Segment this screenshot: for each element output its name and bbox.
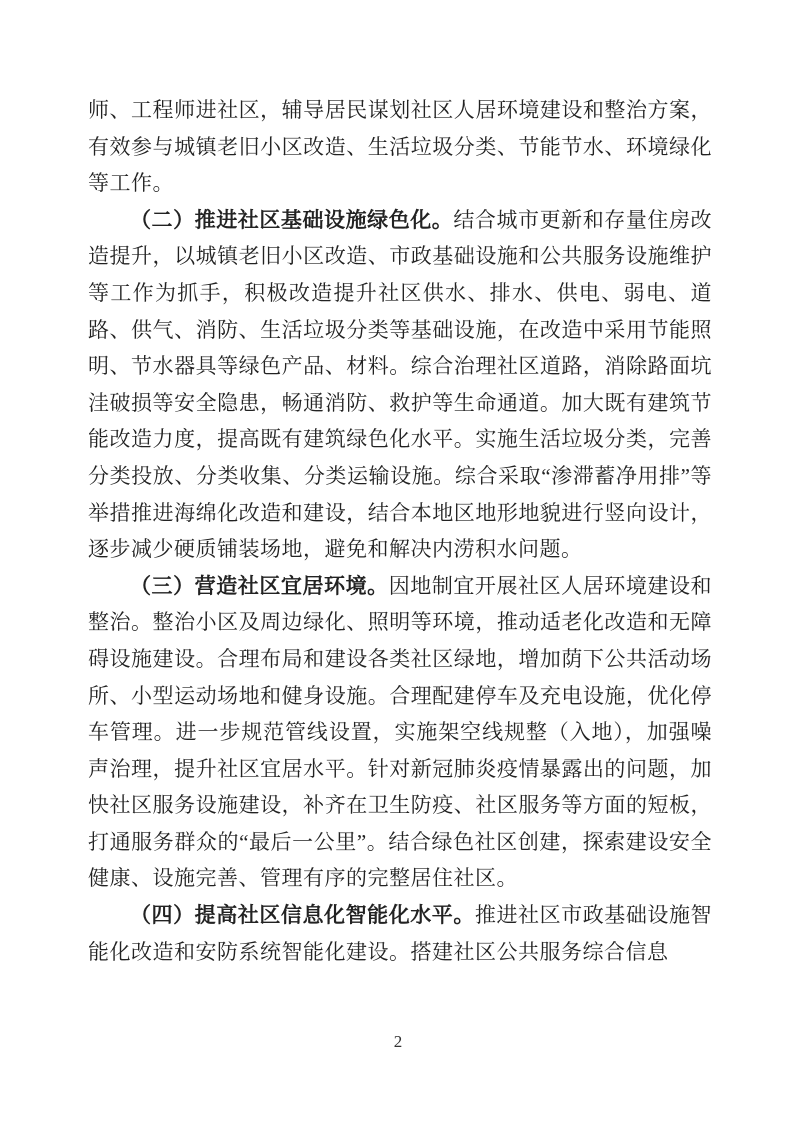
- section-4-text: 推进社区市政基础设施智能化改造和安防系统智能化建设。搭建社区公共服务综合信息: [88, 903, 712, 964]
- paragraph-section-3: [88, 568, 712, 897]
- section-2-heading: （二）推进社区基础设施绿色化。: [130, 207, 454, 232]
- page-number: 2: [393, 1032, 403, 1051]
- section-2-text: 结合城市更新和存量住房改造提升，以城镇老旧小区改造、市政基础设施和公共服务设施维护等工作为抓手，积极改造提升社区供水、排水、供电、弱电、道路、供气、消防、生活垃圾分类等基础设施，在改造中采用节能照明、节水器具等绿色产品、材料。综合治理社区道路，消除路面坑洼破损等安全隐患，畅通消防、救护等生命通道。加大既有建筑节能改造力度，提高既有建筑绿色化水平。实施生活垃圾分类，完善分类投放、分类收集、分类运输设施。综合采取“渗滞蓄净用排”等举措推进海绵化改造和建设，结合本地区地形地貌进行竖向设计，逐步减少硬质铺装场地，避免和解决内涝积水问题。: [88, 207, 713, 562]
- section-3-text: 因地制宜开展社区人居环境建设和整治。整治小区及周边绿化、照明等环境，推动适老化改造和无障碍设施建设。合理布局和建设各类社区绿地，增加荫下公共活动场所、小型运动场地和健身设施。合理配建停车及充电设施，优化停车管理。进一步规范管线设置，实施架空线规整（入地），加强噪声治理，提升社区宜居水平。针对新冠肺炎疫情暴露出的问题，加快社区服务设施建设，补齐在卫生防疫、社区服务等方面的短板，打通服务群众的“最后一公里”。结合绿色社区创建，探索建设安全健康、设施完善、管理有序的完整居住社区。: [88, 573, 713, 891]
- paragraph-section-2: [88, 202, 712, 568]
- document-body: [88, 92, 712, 970]
- paragraph-section-4: [88, 897, 712, 970]
- section-4-heading: （四）提高社区信息化智能化水平。: [130, 903, 475, 928]
- paragraph-continuation-text: 师、工程师进社区，辅导居民谋划社区人居环境建设和整治方案，有效参与城镇老旧小区改造、生活垃圾分类、节能节水、环境绿化等工作。: [88, 98, 712, 196]
- paragraph-continuation: [88, 92, 712, 202]
- section-3-heading: （三）营造社区宜居环境。: [130, 573, 389, 598]
